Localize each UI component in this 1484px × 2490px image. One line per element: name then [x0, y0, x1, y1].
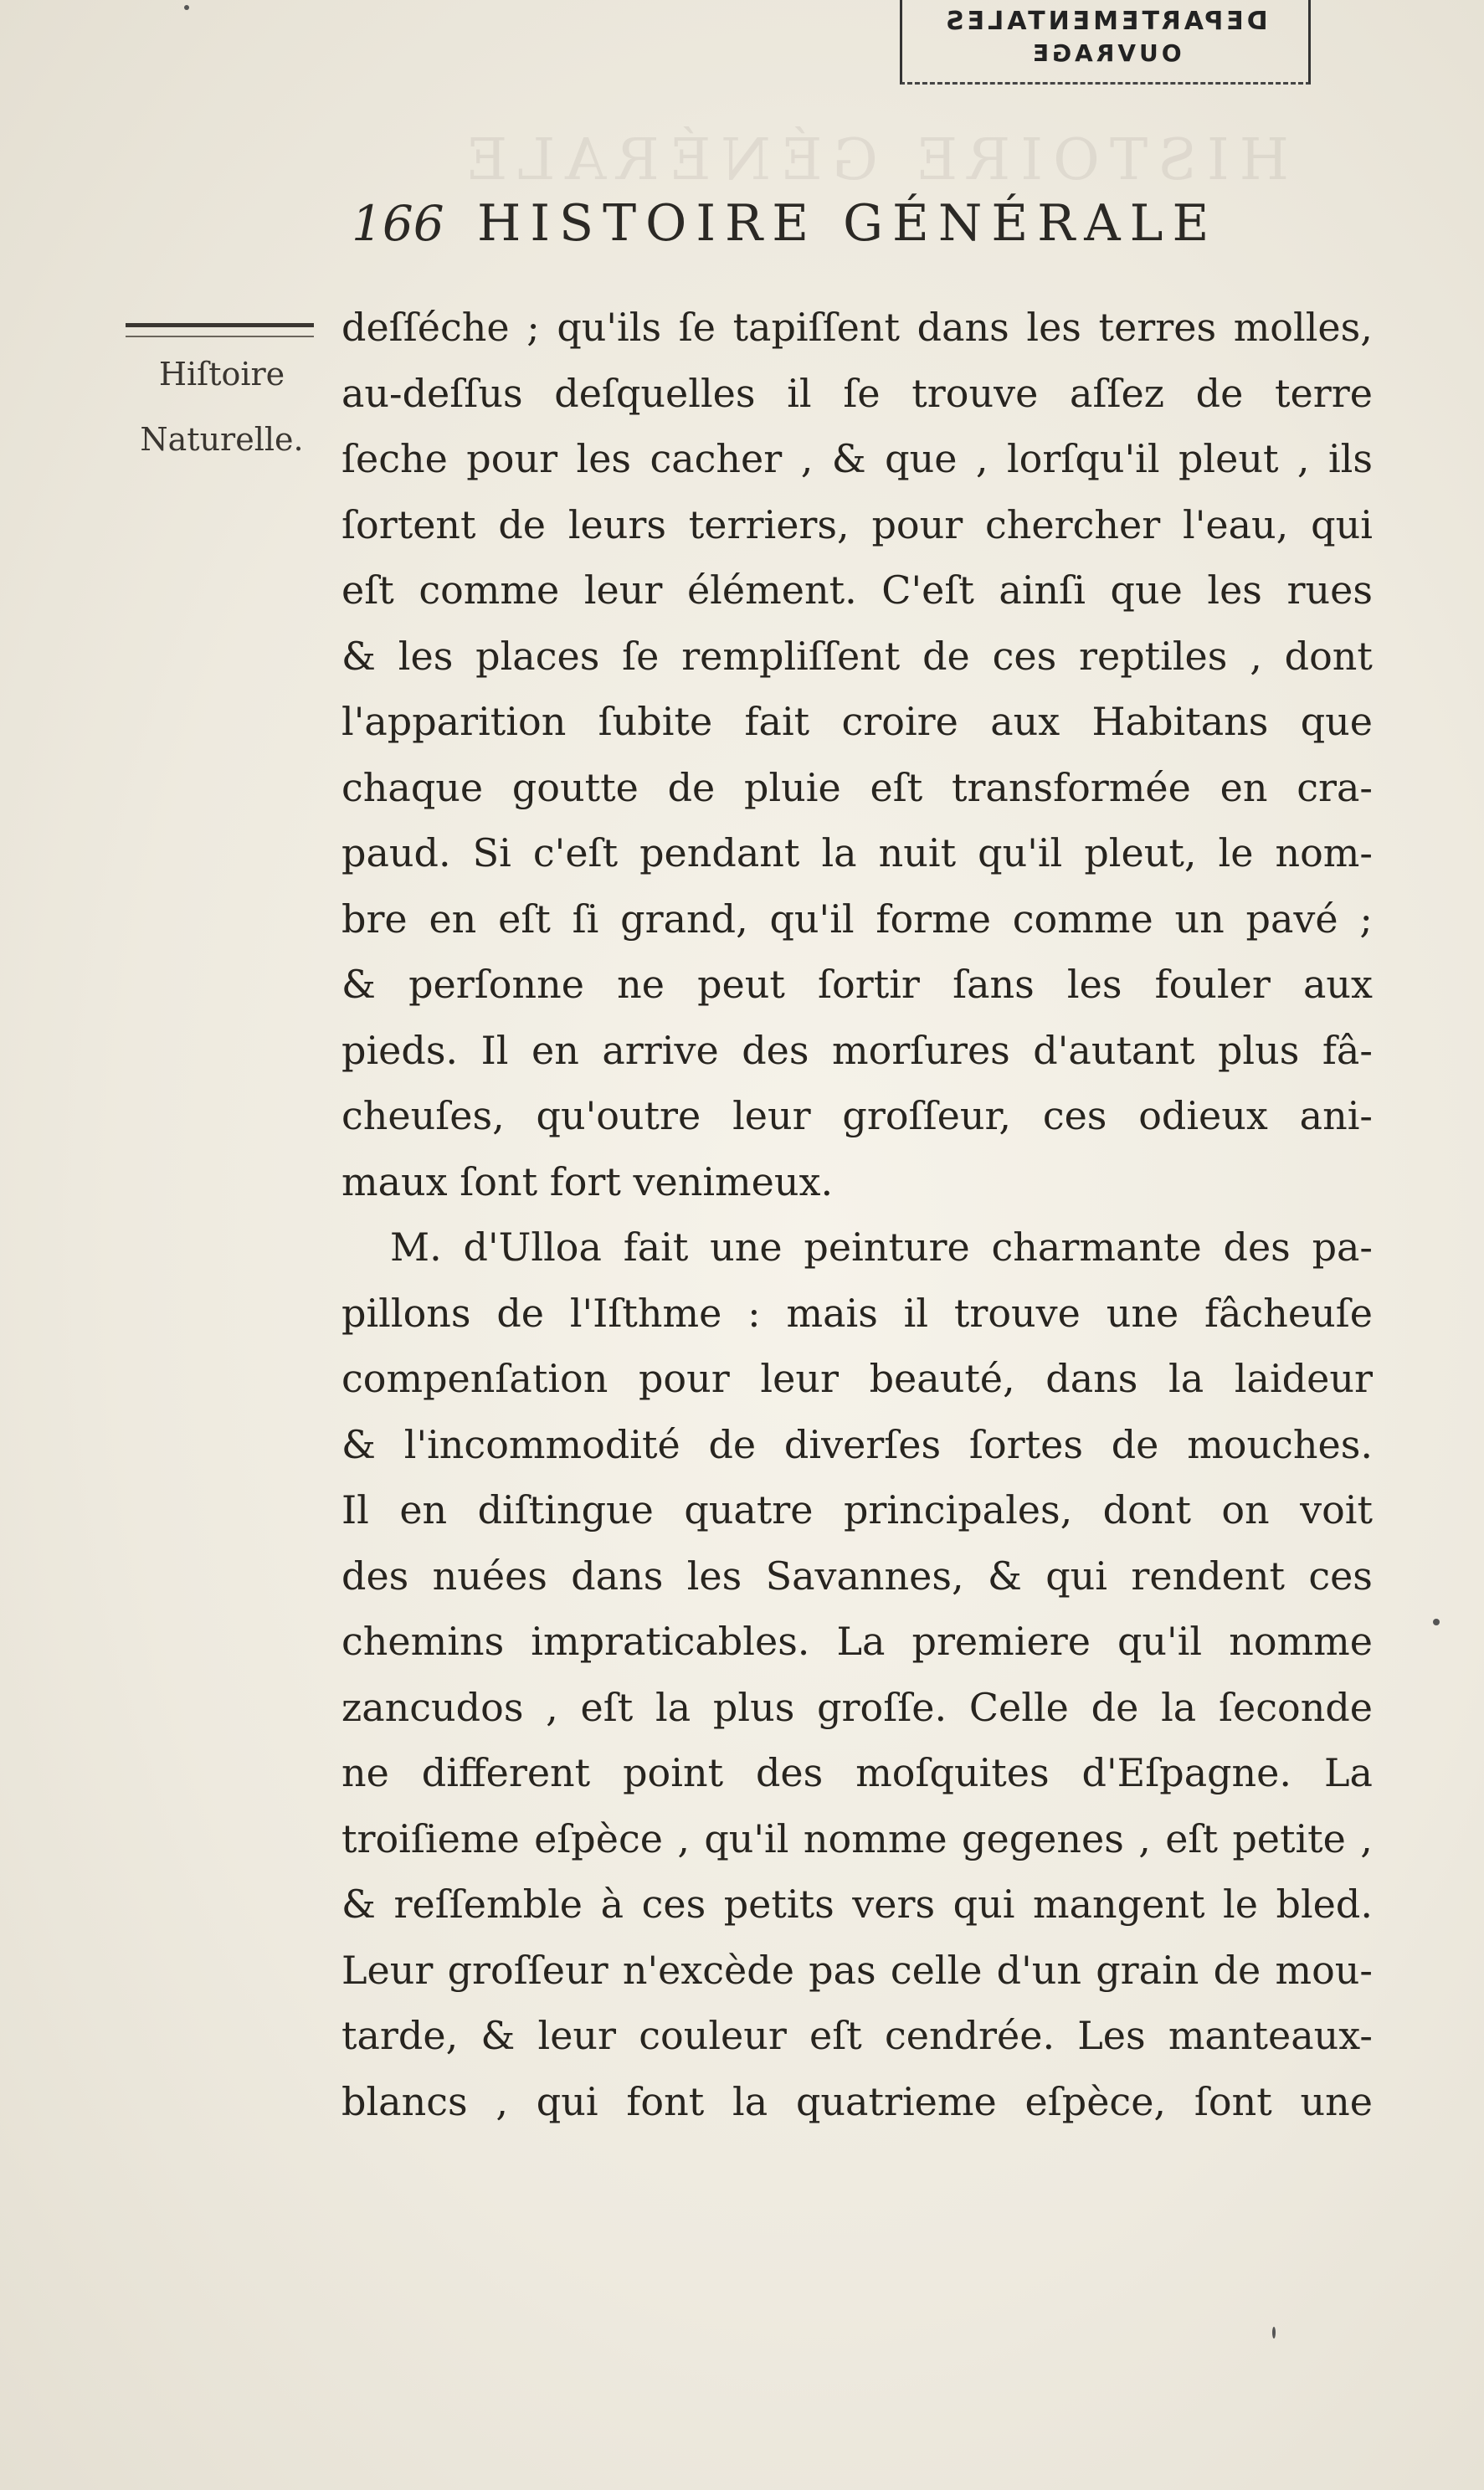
word: blancs [341, 2078, 468, 2124]
word: des [755, 1750, 824, 1795]
text-line [341, 2069, 1373, 2135]
text-line [341, 952, 1373, 1018]
word: laideur [1234, 1356, 1373, 1401]
text-line [341, 295, 1373, 361]
word: forme [876, 896, 991, 942]
word: ani- [1299, 1093, 1373, 1138]
text-line [341, 1477, 1373, 1543]
word: qu'il [769, 896, 855, 942]
word: quatrieme [795, 2078, 997, 2124]
word: de [1091, 1684, 1139, 1730]
word: de [667, 764, 716, 810]
word: & [480, 2013, 516, 2058]
word: que [1300, 699, 1373, 744]
text-line [341, 1543, 1373, 1610]
text-line [341, 1346, 1373, 1412]
word: on [1221, 1487, 1270, 1533]
word: ſortir [818, 962, 920, 1007]
word: transformée [951, 764, 1191, 810]
word: que [1110, 567, 1183, 613]
word: fait [744, 699, 810, 744]
word: bre [341, 896, 408, 942]
word: ils [1327, 436, 1373, 481]
word: leur [760, 1356, 839, 1401]
page-header [352, 194, 1239, 270]
word: ſans [953, 962, 1035, 1007]
word: , [677, 1815, 690, 1861]
word: comme [1012, 896, 1153, 942]
word: d'un [996, 1947, 1081, 1993]
word: tapiſſent [732, 305, 901, 350]
running-title: HISTOIRE GÉNÉRALE [477, 194, 1219, 253]
word: de [1111, 1421, 1159, 1467]
word: ſe [622, 633, 660, 679]
word: places [475, 633, 600, 679]
word: Celle [968, 1684, 1069, 1730]
word: deſquelles [554, 370, 756, 416]
word: reptiles [1078, 633, 1228, 679]
word: perſonne [408, 962, 584, 1007]
word: & [341, 962, 376, 1007]
word: moſquites [855, 1750, 1050, 1795]
word: , [1138, 1815, 1151, 1861]
word: Il [341, 1487, 369, 1533]
word: La [836, 1619, 886, 1664]
word: : [747, 1290, 761, 1336]
text-line [341, 1675, 1373, 1741]
word: qu'ils [557, 305, 662, 350]
word: dans [1045, 1356, 1138, 1401]
margin-note-line-2: Naturelle. [140, 421, 304, 458]
word: une [710, 1224, 783, 1270]
word: ſont [1194, 2078, 1272, 2124]
word: compenſation [341, 1356, 608, 1401]
word: cacher [650, 436, 783, 481]
word: rendent [1131, 1553, 1285, 1599]
margin-note [117, 341, 326, 472]
word: ; [526, 305, 540, 350]
word: l'incommodité [403, 1421, 680, 1467]
word: une [1106, 1290, 1179, 1336]
word: terre [1275, 370, 1373, 416]
word: des [742, 1027, 809, 1073]
word: plus [1217, 1027, 1300, 1073]
word: eſpèce [534, 1815, 663, 1861]
word: l'Iſthme [569, 1290, 722, 1336]
word: , [975, 436, 988, 481]
word: impraticables. [531, 1619, 810, 1664]
bleed-through-text: HISTOIRE GÉNÉRALE [455, 127, 1289, 193]
text-line [341, 689, 1373, 755]
word: tarde, [341, 2013, 459, 2058]
word: celle [890, 1947, 983, 1993]
word: de [708, 1421, 757, 1467]
word: diverſes [783, 1421, 942, 1467]
word: quatre [684, 1487, 814, 1533]
word: cendrée. [884, 2013, 1055, 2058]
word: & [831, 436, 866, 481]
word: un [1174, 896, 1225, 942]
word: eſt [1165, 1815, 1218, 1861]
word: eſt [809, 2013, 862, 2058]
word: mouches. [1187, 1421, 1373, 1467]
word: leur [583, 567, 663, 613]
word: fâcheuſe [1204, 1290, 1373, 1336]
word: grand, [620, 896, 748, 942]
word: eſt [870, 764, 923, 810]
word: la [821, 830, 857, 875]
word: la [732, 2078, 768, 2124]
word: en [1220, 764, 1268, 810]
word: pour [638, 1356, 730, 1401]
word: fait [623, 1224, 689, 1270]
text-line [341, 1938, 1373, 2004]
word: petits [723, 1882, 834, 1927]
word: groſſe. [817, 1684, 947, 1730]
word: odieux [1138, 1093, 1268, 1138]
word: morſures [832, 1027, 1010, 1073]
word: troiſieme [341, 1815, 520, 1861]
word: eſt [498, 896, 551, 942]
word: gegenes [962, 1815, 1124, 1861]
word: C'eſt [881, 567, 974, 613]
word: le [1223, 1882, 1258, 1927]
word: dont [1102, 1487, 1191, 1533]
ink-speck [1272, 2327, 1276, 2339]
word: eſpèce, [1024, 2078, 1167, 2124]
word: pillons [341, 1290, 471, 1336]
word: pour [871, 501, 963, 547]
word: qui [536, 2078, 598, 2124]
word: des [341, 1553, 409, 1599]
word: , [546, 1684, 558, 1730]
word: , [1360, 1815, 1373, 1861]
ink-speck [1433, 1619, 1440, 1625]
text-line [341, 1412, 1373, 1478]
word: l'eau, [1183, 501, 1289, 547]
word: chaque [341, 764, 484, 810]
word: deſſéche [341, 305, 510, 350]
text-line: maux ſont fort venimeux. [341, 1158, 834, 1204]
word: ainſi [999, 567, 1086, 613]
word: mou- [1275, 1947, 1373, 1993]
word: charmante [991, 1224, 1202, 1270]
word: plus [712, 1684, 795, 1730]
word: couleur [639, 2013, 787, 2058]
word: à [600, 1882, 624, 1927]
word: & [341, 633, 376, 679]
text-line [341, 755, 1373, 821]
word: nuit [878, 830, 957, 875]
word: qu'outre [536, 1093, 701, 1138]
word: rues [1286, 567, 1373, 613]
word: fouler [1154, 962, 1271, 1007]
text-line [341, 624, 1373, 690]
word: M. [390, 1224, 442, 1270]
word: qui [953, 1882, 1015, 1927]
word: chercher [985, 501, 1161, 547]
word: les [398, 633, 454, 679]
stamp-line-1: DEPARTEMENTALES [942, 7, 1268, 36]
page-number: 166 [352, 195, 444, 252]
word: reſſemble [393, 1882, 583, 1927]
word: , [1297, 436, 1310, 481]
word: , [1250, 633, 1262, 679]
text-line [341, 1018, 1373, 1084]
word: qu'il [978, 830, 1063, 875]
text-line [341, 886, 1373, 952]
word: de [1213, 1947, 1261, 1993]
word: Habitans [1091, 699, 1269, 744]
word: les [1207, 567, 1262, 613]
word: ſe [843, 370, 881, 416]
text-line [341, 820, 1373, 886]
word: Leur [341, 1947, 434, 1993]
word: ne [341, 1750, 389, 1795]
word: peut [697, 962, 785, 1007]
word: des [1223, 1224, 1291, 1270]
word: beauté, [869, 1356, 1015, 1401]
word: nomme [1229, 1619, 1373, 1664]
word: pa- [1312, 1224, 1373, 1270]
text-line [341, 1214, 1373, 1281]
word: ; [1359, 896, 1373, 942]
text-line [341, 557, 1373, 624]
word: lorſqu'il [1006, 436, 1160, 481]
text-line [341, 1281, 1373, 1347]
word: les [686, 1553, 742, 1599]
stamp-line-2: OUVRAGE [1029, 39, 1182, 67]
word: fâ- [1322, 1027, 1373, 1073]
text-line [341, 1806, 1373, 1872]
word: en [429, 896, 477, 942]
word: leurs [567, 501, 666, 547]
word: les [1026, 305, 1081, 350]
word: different [421, 1750, 591, 1795]
word: comme [418, 567, 560, 613]
word: ne [617, 962, 665, 1007]
word: pleut, [1084, 830, 1197, 875]
word: groſſeur, [842, 1093, 1012, 1138]
text-line [341, 1740, 1373, 1806]
text-line [341, 1609, 1373, 1675]
word: nuées [432, 1553, 547, 1599]
word: il [787, 370, 812, 416]
word: grain [1096, 1947, 1199, 1993]
word: de [498, 501, 547, 547]
word: arrive [602, 1027, 719, 1073]
word: point [623, 1750, 724, 1795]
text-line [341, 492, 1373, 558]
word: bled. [1276, 1882, 1373, 1927]
word: , [800, 436, 814, 481]
word: la [1161, 1684, 1197, 1730]
margin-rule [126, 323, 314, 337]
word: les [576, 436, 632, 481]
word: c'eſt [532, 830, 619, 875]
word: Les [1077, 2013, 1146, 2058]
word: dans [571, 1553, 664, 1599]
word: diſtingue [477, 1487, 654, 1533]
word: ſubite [598, 699, 713, 744]
word: eſt [341, 567, 394, 613]
word: n'excède [622, 1947, 794, 1993]
word: & [987, 1553, 1022, 1599]
word: pendant [639, 830, 800, 875]
word: pluie [744, 764, 841, 810]
word: zancudos [341, 1684, 524, 1730]
word: Savannes, [765, 1553, 964, 1599]
word: qu'il [1117, 1619, 1203, 1664]
word: nomme [803, 1815, 947, 1861]
word: ſortes [968, 1421, 1083, 1467]
word: leur [537, 2013, 617, 2058]
word: pour [466, 436, 558, 481]
word: ces [1042, 1093, 1107, 1138]
word: peinture [804, 1224, 970, 1270]
word: dont [1284, 633, 1373, 679]
word: une [1300, 2078, 1373, 2124]
word: de [496, 1290, 544, 1336]
word: d'Ulloa [463, 1224, 602, 1270]
word: rempliſſent [681, 633, 901, 679]
word: ces [992, 633, 1057, 679]
word: il [903, 1290, 929, 1336]
word: & [341, 1421, 376, 1467]
word: molles, [1233, 305, 1373, 350]
margin-note-line-1: Hiſtoire [158, 356, 285, 393]
word: manteaux- [1168, 2013, 1373, 2058]
word: d'autant [1033, 1027, 1195, 1073]
word: que [885, 436, 958, 481]
word: terres [1098, 305, 1217, 350]
word: Il [480, 1027, 509, 1073]
ink-speck [184, 5, 189, 10]
word: qu'il [704, 1815, 789, 1861]
word: la [655, 1684, 691, 1730]
word: dans [917, 305, 1009, 350]
word: terriers, [688, 501, 850, 547]
word: trouve [953, 1290, 1081, 1336]
text-line [341, 1083, 1373, 1149]
word: pieds. [341, 1027, 459, 1073]
word: de [1195, 370, 1244, 416]
word: pas [809, 1947, 876, 1993]
word: font [626, 2078, 705, 2124]
word: en [531, 1027, 579, 1073]
word: mais [786, 1290, 878, 1336]
library-stamp [900, 0, 1311, 85]
word: pleut [1178, 436, 1279, 481]
word: la [1168, 1356, 1204, 1401]
word: ſortent [341, 501, 476, 547]
word: de [922, 633, 970, 679]
word: aux [990, 699, 1060, 744]
text-line [341, 361, 1373, 427]
word: les [1066, 962, 1122, 1007]
word: cra- [1297, 764, 1373, 810]
word: ſe [678, 305, 716, 350]
word: élément. [686, 567, 857, 613]
word: ſeconde [1218, 1684, 1373, 1730]
text-line [341, 1871, 1373, 1938]
word: Si [472, 830, 511, 875]
word: mangent [1033, 1882, 1205, 1927]
text-line [341, 2003, 1373, 2069]
word: ſi [572, 896, 599, 942]
word: principales, [843, 1487, 1073, 1533]
word: & [341, 1882, 376, 1927]
word: voit [1300, 1487, 1373, 1533]
word: premiere [911, 1619, 1091, 1664]
body-text [341, 295, 1373, 2134]
word: vers [852, 1882, 936, 1927]
word: le [1218, 830, 1254, 875]
word: cheuſes, [341, 1093, 505, 1138]
word: petite [1232, 1815, 1346, 1861]
word: croire [841, 699, 958, 744]
word: ces [1308, 1553, 1373, 1599]
word: qui [1311, 501, 1373, 547]
word: paud. [341, 830, 451, 875]
word: pavé [1245, 896, 1338, 942]
word: aux [1303, 962, 1373, 1007]
word: aſſez [1070, 370, 1164, 416]
word: au-deſſus [341, 370, 523, 416]
word: leur [732, 1093, 811, 1138]
word: eſt [580, 1684, 634, 1730]
word: ces [641, 1882, 706, 1927]
word: trouve [911, 370, 1039, 416]
word: l'apparition [341, 699, 567, 744]
word: d'Eſpagne. [1081, 1750, 1292, 1795]
word: ſeche [341, 436, 448, 481]
word: , [496, 2078, 508, 2124]
word: chemins [341, 1619, 505, 1664]
text-line [341, 426, 1373, 492]
word: nom- [1275, 830, 1373, 875]
word: qui [1045, 1553, 1108, 1599]
word: groſſeur [447, 1947, 608, 1993]
word: en [399, 1487, 448, 1533]
word: La [1323, 1750, 1373, 1795]
word: goutte [511, 764, 639, 810]
